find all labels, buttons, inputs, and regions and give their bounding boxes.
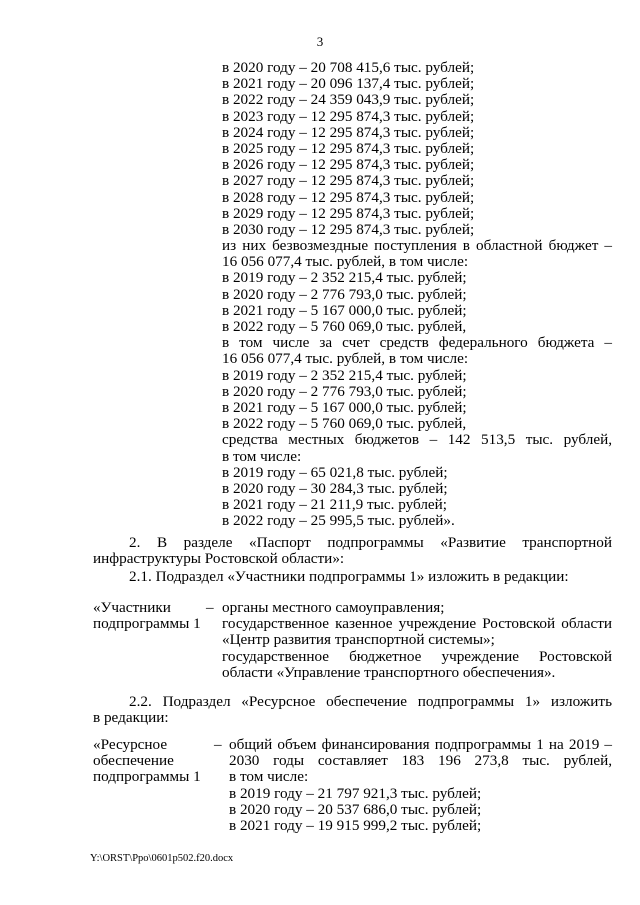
participant-line: органы местного самоуправления; — [222, 599, 445, 616]
financing-line: в 2020 году – 20 708 415,6 тыс. рублей; — [222, 59, 475, 76]
section-2-heading: 2. В разделе «Паспорт подпрограммы «Развитие транспортной — [129, 534, 612, 551]
section-2-1: 2.1. Подраздел «Участники подпрограммы 1» изложить в редакции: — [129, 568, 569, 586]
financing-line: в 2027 году – 12 295 874,3 тыс. рублей; — [222, 172, 475, 190]
section-2-2-heading: 2.2. Подраздел «Ресурсное обеспечение подпрограммы 1» изложить — [129, 693, 612, 710]
local-year: в 2019 году – 65 021,8 тыс. рублей; — [222, 463, 448, 481]
footer-file-path: Y:\ORST\Ppo\0601p502.f20.docx — [90, 853, 234, 864]
federal-year: в 2021 году – 5 167 000,0 тыс. рублей; — [222, 398, 467, 416]
section-2 — [93, 535, 612, 586]
section-2-2 — [93, 694, 612, 726]
gratuitous-year: в 2021 году – 5 167 000,0 тыс. рублей; — [222, 301, 467, 319]
section-2-heading-cont: инфраструктуры Ростовской области»: — [93, 550, 345, 568]
participant-line: государственное казенное учреждение Ростовской области — [222, 615, 612, 633]
local-year: в 2022 году – 25 995,5 тыс. рублей». — [222, 512, 455, 530]
federal-total: 16 056 077,4 тыс. рублей, в том числе: — [222, 350, 469, 368]
local-total: в том числе: — [222, 447, 302, 465]
federal-year: в 2019 году – 2 352 215,4 тыс. рублей; — [222, 366, 467, 384]
participants-dash: – — [206, 599, 214, 616]
resources-label-line: обеспечение — [93, 752, 174, 770]
gratuitous-intro: из них безвозмездные поступления в областной бюджет – — [222, 237, 612, 255]
page-number: 3 — [316, 34, 324, 49]
federal-year: в 2022 году – 5 760 069,0 тыс. рублей, — [222, 415, 467, 433]
federal-year: в 2020 году – 2 776 793,0 тыс. рублей; — [222, 382, 467, 400]
financing-line: в 2026 году – 12 295 874,3 тыс. рублей; — [222, 156, 475, 174]
gratuitous-year: в 2019 году – 2 352 215,4 тыс. рублей; — [222, 269, 467, 287]
financing-line: в 2030 году – 12 295 874,3 тыс. рублей; — [222, 220, 475, 238]
financing-line: в 2028 году – 12 295 874,3 тыс. рублей; — [222, 188, 475, 206]
resources-line: общий объем финансирования подпрограммы 1 на 2019 – — [229, 736, 612, 753]
gratuitous-total: 16 056 077,4 тыс. рублей, в том числе: — [222, 253, 469, 271]
resources-line: в 2021 году – 19 915 999,2 тыс. рублей; — [229, 816, 482, 834]
financing-line: в 2023 году – 12 295 874,3 тыс. рублей; — [222, 107, 475, 125]
financing-line: в 2024 году – 12 295 874,3 тыс. рублей; — [222, 123, 475, 141]
federal-intro: в том числе за счет средств федерального бюджета – — [222, 334, 612, 352]
financing-line: в 2029 году – 12 295 874,3 тыс. рублей; — [222, 204, 475, 222]
gratuitous-year: в 2020 году – 2 776 793,0 тыс. рублей; — [222, 285, 467, 303]
resources-label-line: подпрограммы 1 — [93, 768, 201, 786]
resources-label — [93, 737, 203, 786]
resources-line: в 2019 году – 21 797 921,3 тыс. рублей; — [229, 784, 482, 802]
resources-line: в 2020 году – 20 537 686,0 тыс. рублей; — [229, 800, 482, 818]
resources-label-line: «Ресурсное — [93, 736, 168, 753]
local-year: в 2021 году – 21 211,9 тыс. рублей; — [222, 496, 448, 514]
local-year: в 2020 году – 30 284,3 тыс. рублей; — [222, 479, 448, 497]
financing-line: в 2025 году – 12 295 874,3 тыс. рублей; — [222, 139, 475, 157]
resources-line: 2030 годы составляет 183 196 273,8 тыс. рублей, — [229, 752, 612, 770]
participants-label — [93, 600, 203, 632]
participants-label-line: «Участники — [93, 599, 171, 616]
gratuitous-year: в 2022 году – 5 760 069,0 тыс. рублей, — [222, 318, 467, 335]
participants-body — [222, 600, 612, 681]
resources-dash: – — [214, 736, 222, 753]
section-2-2-heading-cont: в редакции: — [93, 709, 169, 727]
participant-line: государственное бюджетное учреждение Ростовской — [222, 647, 612, 665]
local-intro: средства местных бюджетов – 142 513,5 тыс. рублей, — [222, 431, 612, 449]
financing-block — [222, 60, 612, 529]
financing-line: в 2021 году – 20 096 137,4 тыс. рублей; — [222, 75, 475, 93]
participant-line: области «Управление транспортного обеспечения». — [222, 663, 556, 681]
resources-body — [229, 737, 612, 834]
financing-line: в 2022 году – 24 359 043,9 тыс. рублей; — [222, 91, 475, 109]
participant-line: «Центр развития транспортной системы»; — [222, 631, 495, 649]
participants-label-line: подпрограммы 1 — [93, 615, 201, 633]
resources-line: в том числе: — [229, 768, 309, 786]
